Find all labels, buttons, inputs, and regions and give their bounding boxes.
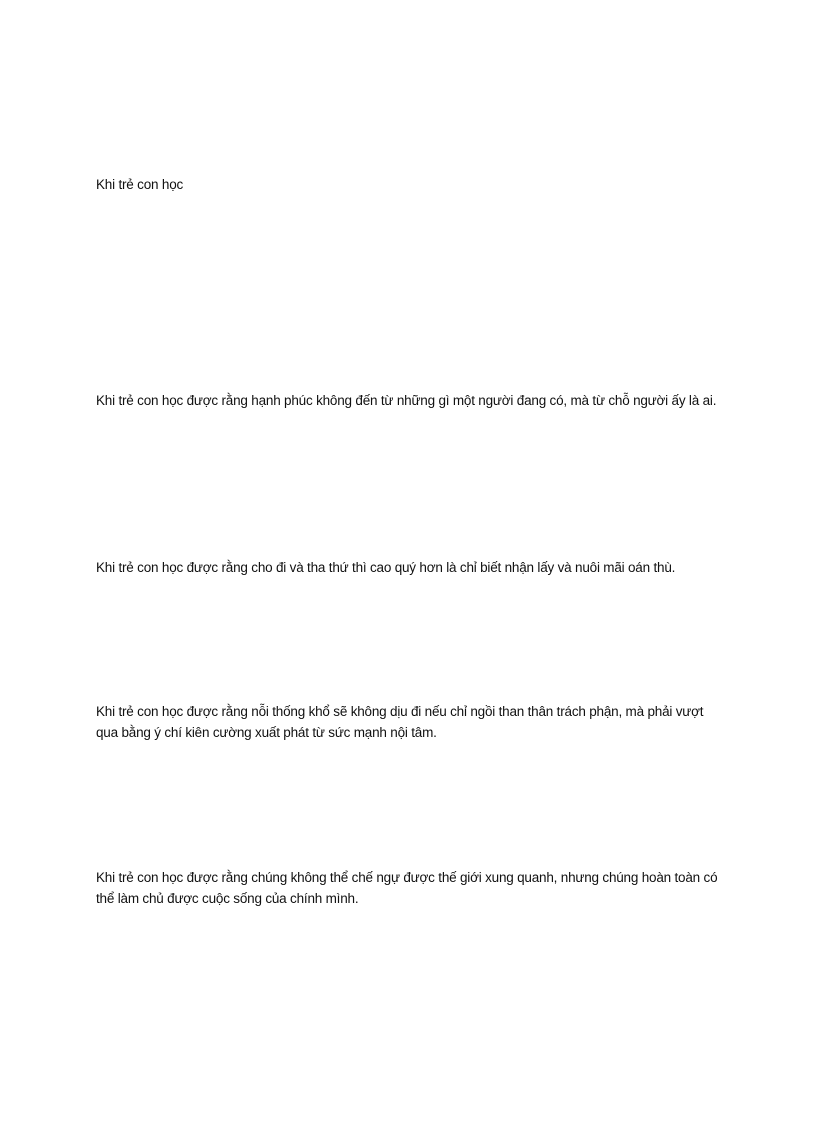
document-title: Khi trẻ con học [96,177,184,192]
paragraph-happiness: Khi trẻ con học được rằng hạnh phúc không đến từ những gì một người đang có, mà từ chỗ người ấy là ai. [96,393,717,408]
paragraph-self-mastery: Khi trẻ con học được rằng chúng không thể chế ngự được thế giới xung quanh, nhưng chúng hoàn toàn có thể làm chủ được cuộc sống của chính mình. [96,870,718,906]
paragraph-forgiveness: Khi trẻ con học được rằng cho đi và tha thứ thì cao quý hơn là chỉ biết nhận lấy và nuôi mãi oán thù. [96,560,676,575]
paragraph-suffering: Khi trẻ con học được rằng nỗi thống khổ sẽ không dịu đi nếu chỉ ngồi than thân trách phận, mà phải vượt qua bằng ý chí kiên cường xuất phát từ sức mạnh nội tâm. [96,704,704,740]
